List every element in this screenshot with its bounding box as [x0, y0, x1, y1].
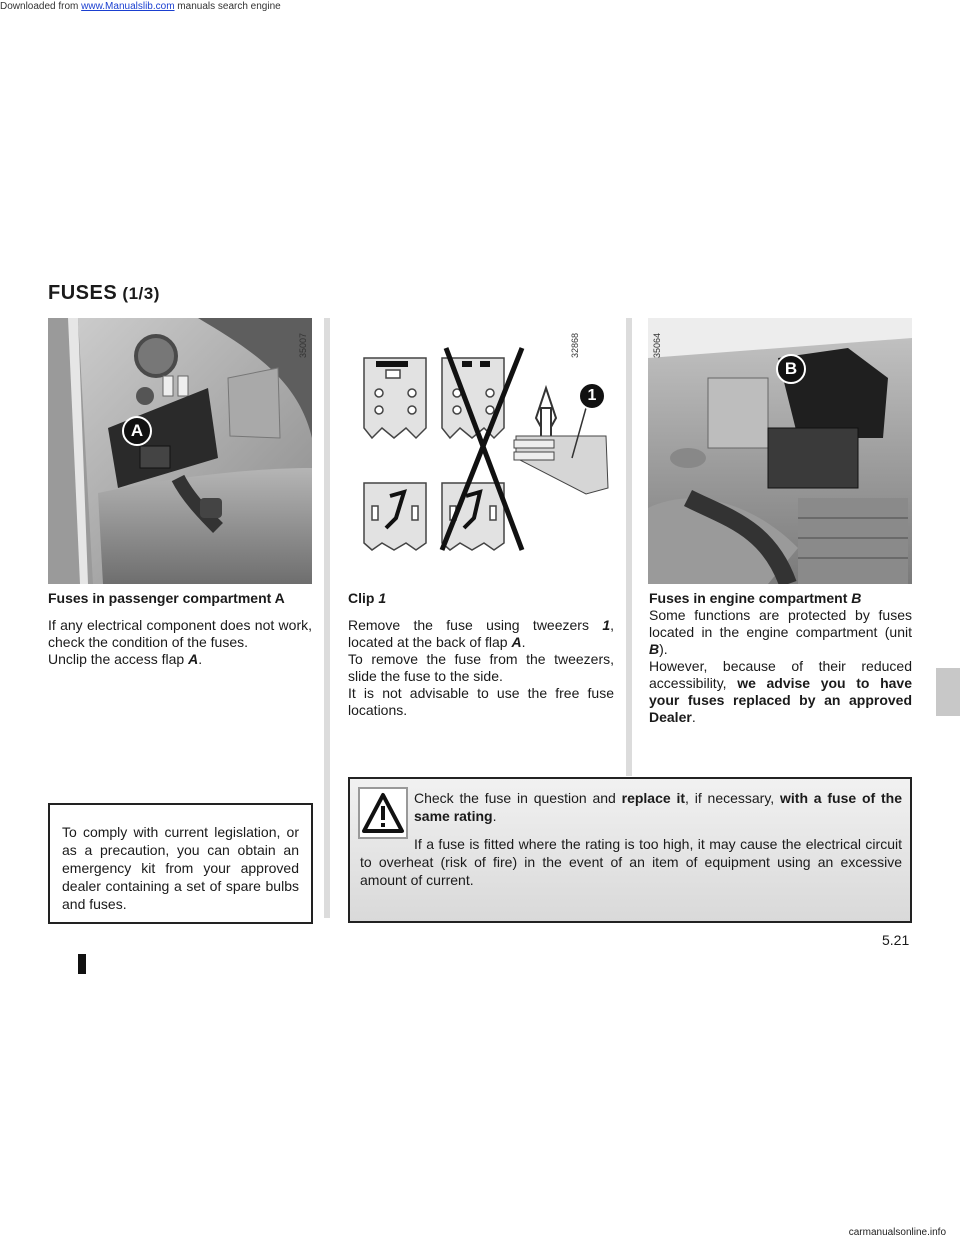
engine-heading [649, 590, 912, 607]
spare-kit-note-box [48, 803, 313, 924]
warning-p1 [414, 789, 902, 825]
warning-p1a: Check the fuse in question and [414, 790, 622, 806]
image-ref-32868: 32868 [570, 332, 580, 358]
download-suffix: manuals search engine [174, 1, 281, 12]
warning-p1e: . [492, 808, 497, 824]
callout-1: 1 [578, 382, 606, 410]
manualslib-link[interactable]: www.Manualslib.com [81, 1, 175, 12]
unclip-text: Unclip the access flap [48, 651, 189, 667]
title-main: FUSES [48, 282, 118, 304]
clip-l1num: 1 [602, 617, 611, 633]
clip-l1end: . [521, 634, 526, 650]
column-clip [348, 590, 614, 719]
clip-free-locations-text: It is not advisable to use the free fuse locations. [348, 685, 614, 718]
page-title [48, 282, 160, 305]
clip-heading-num: 1 [378, 590, 387, 606]
warning-triangle-icon [360, 789, 406, 837]
flap-ref-a: A [188, 651, 199, 667]
unclip-end: . [198, 651, 203, 667]
clip-slide-text: To remove the fuse from the tweezers, slide the fuse to the side. [348, 651, 614, 684]
title-sub: (1/3) [117, 284, 160, 303]
callout-b: B [776, 354, 806, 384]
warning-p2: If a fuse is fitted where the rating is too high, it may cause the electrical circuit to overheat (risk of fire) in the event of an item of equipment using an excessive amount of current. [360, 836, 902, 888]
engine-l1a: Some functions are protected by fuses located in the engine compartment (unit [649, 607, 912, 640]
passenger-heading: Fuses in passenger compartment A [48, 590, 285, 606]
engine-heading-b: B [851, 590, 862, 606]
engine-compartment-photo [648, 318, 912, 584]
footer-watermark: carmanualsonline.info [848, 1227, 946, 1238]
engine-l2c: . [691, 709, 696, 725]
clip-heading [348, 590, 614, 607]
passenger-compartment-photo [48, 318, 312, 584]
clip-l1a: Remove the fuse using tweezers [348, 617, 603, 633]
clip-remove-text [348, 617, 614, 651]
engine-l1b: B [649, 641, 660, 657]
warning-box [348, 777, 912, 923]
clip-heading-text: Clip [348, 590, 379, 606]
engine-l1c: ). [659, 641, 668, 657]
engine-body-1 [649, 607, 912, 658]
image-ref-35007: 35007 [298, 332, 308, 358]
column-passenger-fuses [48, 590, 312, 668]
warning-icon [358, 787, 408, 839]
warning-p1b: replace it [621, 790, 686, 806]
column-engine-fuses [649, 590, 912, 726]
engine-heading-text: Fuses in engine compartment [649, 590, 852, 606]
download-prefix: Downloaded from [0, 1, 82, 12]
engine-l2a: However, because of their reduced accessibility, [649, 658, 912, 691]
engine-body-2 [649, 658, 912, 726]
spare-kit-note-text: To comply with current legislation, or as a precaution, you can obtain an emergency kit from your approved dealer containing a set of spare bulbs and fuses. [62, 824, 299, 912]
edge-marker [78, 954, 86, 974]
callout-a: A [122, 416, 152, 446]
passenger-unclip [48, 651, 312, 668]
engine-l2b: we advise you to have your fuses replaced by an approved Dealer [649, 675, 912, 725]
download-header [0, 0, 960, 16]
image-ref-35064: 35064 [652, 332, 662, 358]
page-number: 5.21 [882, 932, 910, 948]
chapter-side-tab [936, 668, 960, 716]
clip-l1flap: A [511, 634, 522, 650]
passenger-body: If any electrical component does not work, check the condition of the fuses. [48, 617, 312, 650]
fuse-clip-diagram [346, 318, 616, 558]
column-divider-right [626, 318, 632, 776]
warning-p1c: , if necessary, [685, 790, 780, 806]
warning-p1d: with a fuse of the same rating [414, 790, 902, 824]
column-divider-left [324, 318, 330, 918]
dashboard-illustration [48, 318, 312, 584]
clip-l1b: , located at the back of flap [348, 617, 614, 650]
